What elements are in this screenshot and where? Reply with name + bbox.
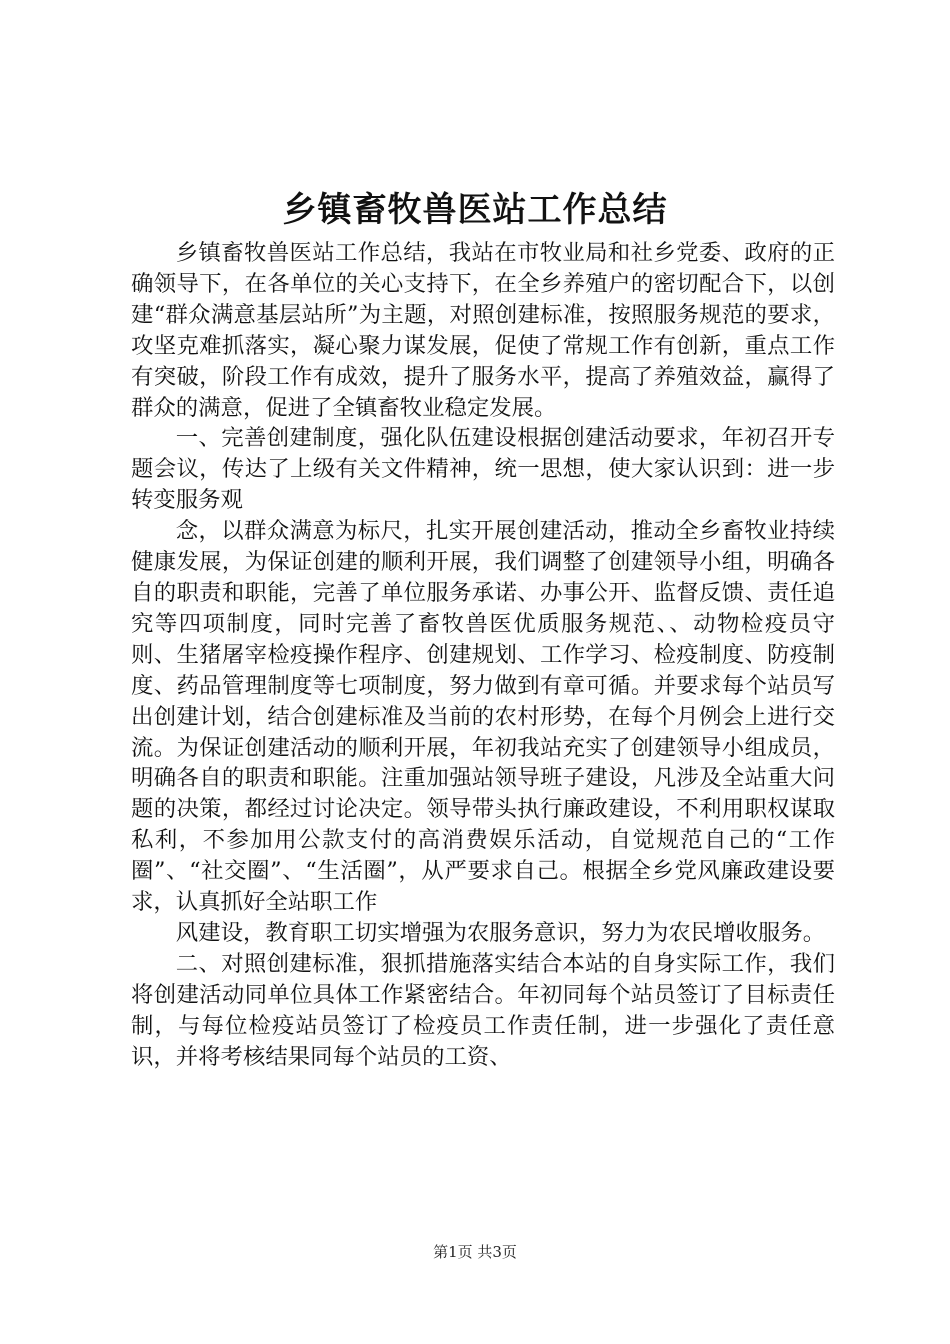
- paragraph: 一、完善创建制度，强化队伍建设根据创建活动要求，年初召开专题会议，传达了上级有关文件精神，统一思想，使大家认识到：进一步转变服务观: [131, 425, 835, 514]
- document-body: [131, 238, 835, 1072]
- paragraph: 二、对照创建标准，狠抓措施落实结合本站的自身实际工作，我们将创建活动同单位具体工作紧密结合。年初同每个站员签订了目标责任制，与每位检疫站员签订了检疫员工作责任制，进一步强化了责任意识，并将考核结果同每个站员的工资、: [131, 950, 835, 1070]
- paragraph: 念，以群众满意为标尺，扎实开展创建活动，推动全乡畜牧业持续健康发展，为保证创建的顺利开展，我们调整了创建领导小组，明确各自的职责和职能，完善了单位服务承诺、办事公开、监督反馈、责任追究等四项制度，同时完善了畜牧兽医优质服务规范、、动物检疫员守则、生猪屠宰检疫操作程序、创建规划、工作学习、检疫制度、防疫制度、药品管理制度等七项制度，努力做到有章可循。并要求每个站员写出创建计划，结合创建标准及当前的农村形势，在每个月例会上进行交流。为保证创建活动的顺利开展，年初我站充实了创建领导小组成员，明确各自的职责和职能。注重加强站领导班子建设，凡涉及全站重大问题的决策，都经过讨论决定。领导带头执行廉政建设，不利用职权谋取私利，不参加用公款支付的高消费娱乐活动，自觉规范自己的“工作圈”、“社交圈”、“生活圈”，从严要求自己。根据全乡党风廉政建设要求，认真抓好全站职工作: [131, 518, 835, 916]
- paragraph: 风建设，教育职工切实增强为农服务意识，努力为农民增收服务。: [175, 919, 826, 946]
- document-title: 乡镇畜牧兽医站工作总结: [282, 190, 668, 230]
- page-number-footer: 第1页 共3页: [433, 1243, 517, 1261]
- paragraph: 乡镇畜牧兽医站工作总结，我站在市牧业局和社乡党委、政府的正确领导下，在各单位的关心支持下，在全乡养殖户的密切配合下，以创建“群众满意基层站所”为主题，对照创建标准，按照服务规范的要求，攻坚克难抓落实，凝心聚力谋发展，促使了常规工作有创新，重点工作有突破，阶段工作有成效，提升了服务水平，提高了养殖效益，赢得了群众的满意，促进了全镇畜牧业稳定发展。: [131, 240, 835, 421]
